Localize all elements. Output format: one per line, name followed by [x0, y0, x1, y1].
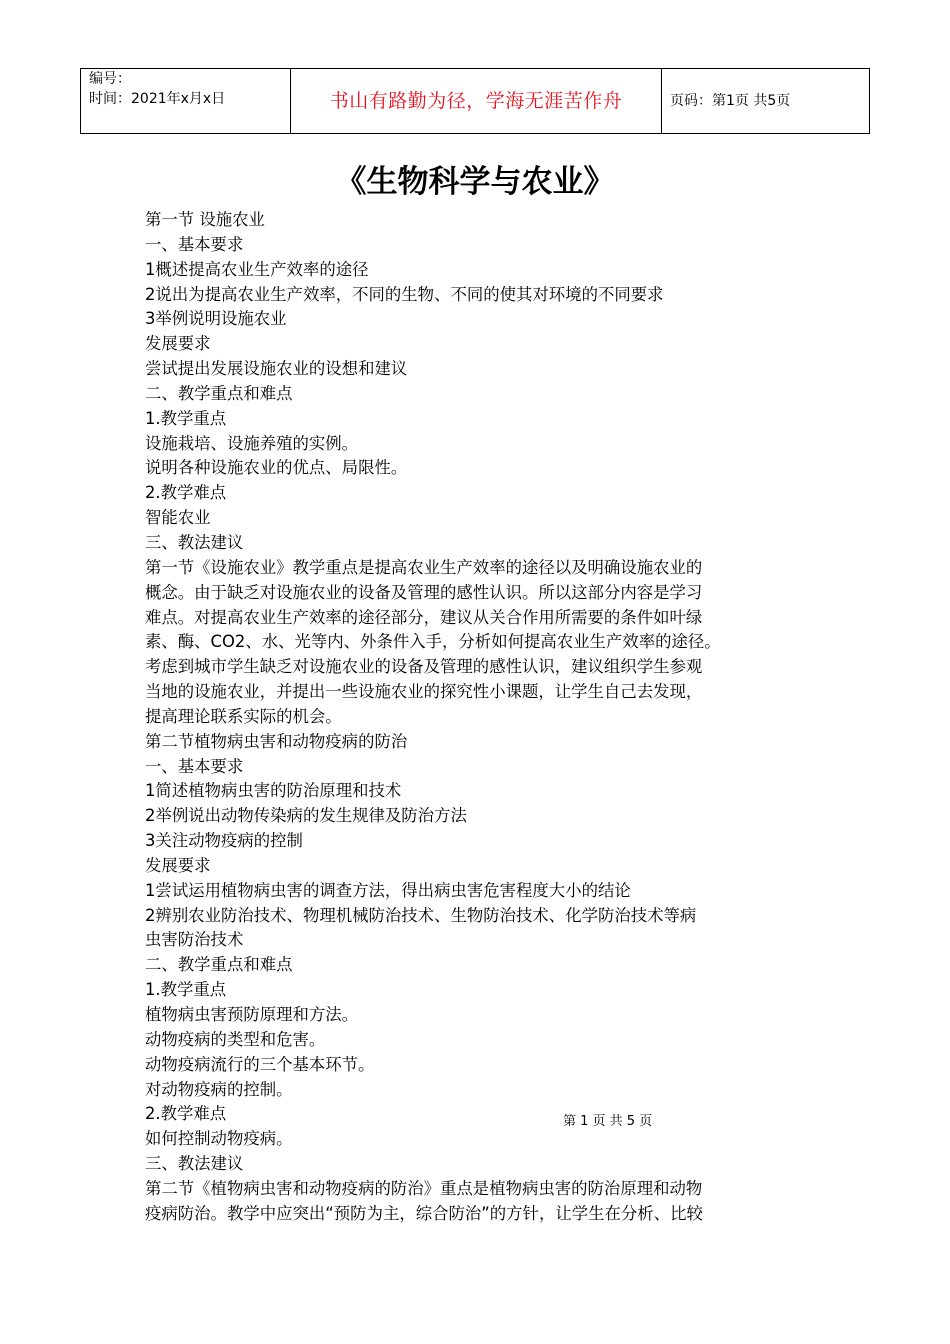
body-line: 发展要求: [145, 855, 211, 875]
body-line: 虫害防治技术: [145, 930, 244, 950]
body-line: 疫病防治。教学中应突出“预防为主，综合防治”的方针，让学生在分析、比较: [145, 1203, 703, 1223]
body-line: 1尝试运用植物病虫害的调查方法，得出病虫害危害程度大小的结论: [145, 880, 631, 900]
body-line: 对动物疫病的控制。: [145, 1079, 293, 1099]
body-line: 第二节《植物病虫害和动物疫病的防治》重点是植物病虫害的防治原理和动物: [145, 1178, 703, 1198]
body-line: 一、基本要求: [145, 234, 244, 254]
body-line: 第二节植物病虫害和动物疫病的防治: [145, 731, 408, 751]
body-line: 难点。对提高农业生产效率的途径部分，建议从关合作用所需要的条件如叶绿: [145, 607, 703, 627]
body-line: 二、教学重点和难点: [145, 383, 293, 403]
document-body: [145, 208, 820, 1227]
body-line: 尝试提出发展设施农业的设想和建议: [145, 359, 408, 379]
header-table: [80, 68, 870, 134]
body-line: 2.教学难点: [145, 1104, 227, 1124]
body-line: 2说出为提高农业生产效率，不同的生物、不同的使其对环境的不同要求: [145, 284, 664, 304]
body-line: 3举例说明设施农业: [145, 309, 287, 329]
body-line: 2举例说出动物传染病的发生规律及防治方法: [145, 806, 467, 826]
body-line: 发展要求: [145, 334, 211, 354]
body-line: 考虑到城市学生缺乏对设施农业的设备及管理的感性认识，建议组织学生参观: [145, 657, 703, 677]
body-line: 植物病虫害预防原理和方法。: [145, 1005, 359, 1024]
body-line: 提高理论联系实际的机会。: [145, 706, 342, 726]
body-line: 概念。由于缺乏对设施农业的设备及管理的感性认识。所以这部分内容是学习: [145, 582, 703, 602]
body-line: 2辨别农业防治技术、物理机械防治技术、生物防治技术、化学防治技术等病: [145, 905, 697, 925]
body-line: 3关注动物疫病的控制: [145, 831, 303, 851]
body-line: 1.教学重点: [145, 408, 227, 428]
body-line: 素、酶、CO2、水、光等内、外条件入手，分析如何提高农业生产效率的途径。: [145, 632, 721, 652]
document-number-label: 编号：: [89, 71, 131, 87]
body-line: 1简述植物病虫害的防治原理和技术: [145, 781, 402, 801]
body-line: 三、教法建议: [145, 532, 244, 552]
body-line: 动物疫病的类型和危害。: [145, 1029, 326, 1049]
body-line: 智能农业: [145, 508, 211, 528]
page-footer: 第 1 页 共 5 页: [563, 1114, 653, 1129]
body-line: 如何控制动物疫病。: [145, 1129, 293, 1149]
body-line: 动物疫病流行的三个基本环节。: [145, 1054, 375, 1074]
body-line: 二、教学重点和难点: [145, 955, 293, 975]
document-title: 《生物科学与农业》: [335, 164, 615, 200]
header-info-cell: [81, 69, 291, 134]
header-motto: 书山有路勤为径，学海无涯苦作舟: [291, 69, 662, 134]
body-line: 1.教学重点: [145, 980, 227, 1000]
body-line: 1概述提高农业生产效率的途径: [145, 259, 369, 279]
body-line: 设施栽培、设施养殖的实例。: [145, 433, 359, 453]
body-line: 一、基本要求: [145, 756, 244, 776]
body-line: 第一节《设施农业》教学重点是提高农业生产效率的途径以及明确设施农业的: [145, 557, 703, 577]
body-line: 第一节 设施农业: [145, 210, 265, 229]
body-line: 当地的设施农业，并提出一些设施农业的探究性小课题，让学生自己去发现，: [145, 682, 703, 702]
document-time-label: 时间：2021年x月x日: [89, 91, 226, 107]
header-page-label: 页码：第1页 共5页: [662, 69, 870, 134]
body-line: 说明各种设施农业的优点、局限性。: [145, 458, 408, 478]
body-line: 三、教法建议: [145, 1154, 244, 1174]
body-line: 2.教学难点: [145, 483, 227, 503]
